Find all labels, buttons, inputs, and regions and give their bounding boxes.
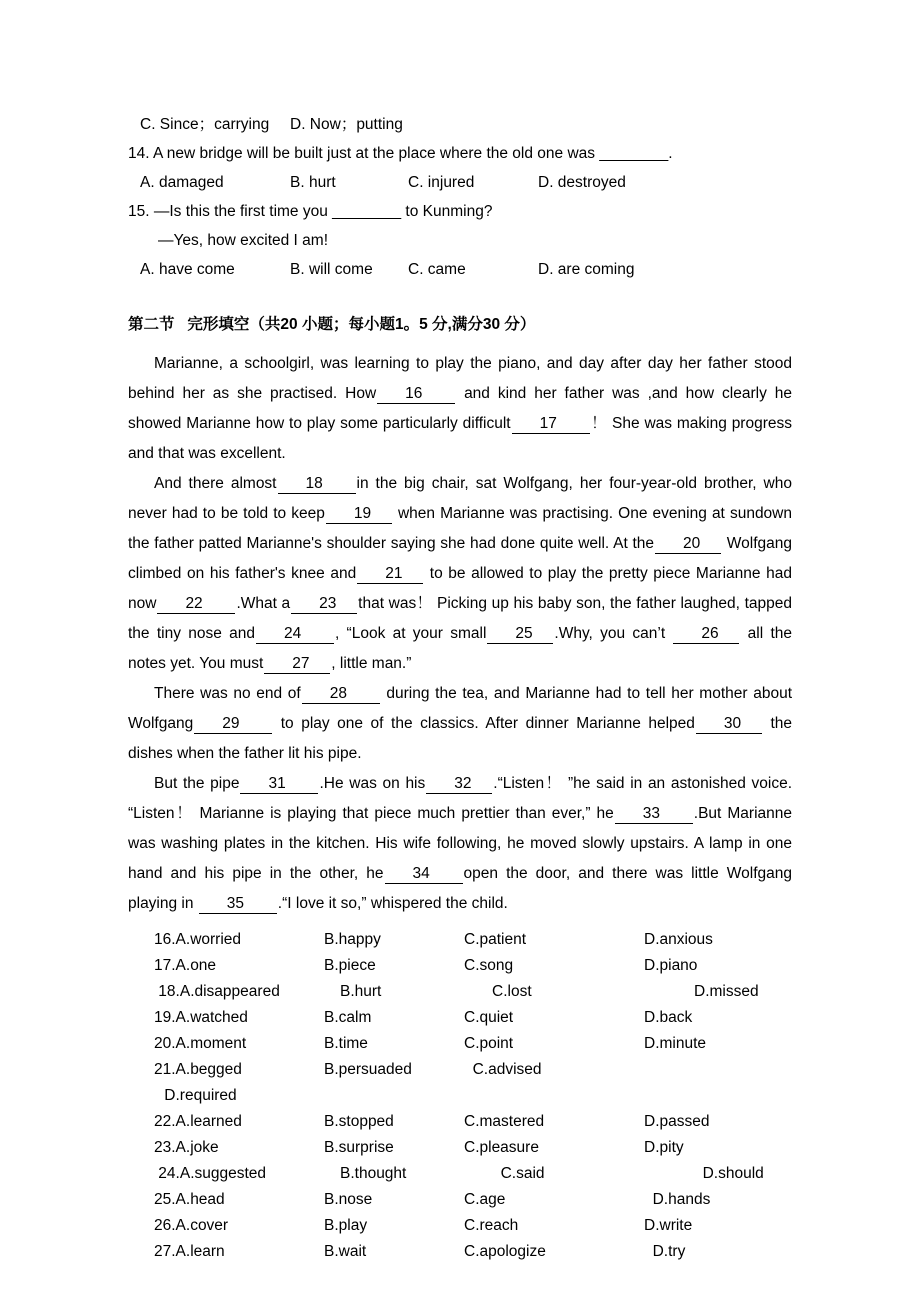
answer-option-17-d[interactable]: D.piano <box>644 957 698 974</box>
option-c[interactable]: C. injured <box>408 174 475 191</box>
option-b[interactable]: B. hurt <box>290 174 336 191</box>
answer-options-list <box>128 927 792 1265</box>
answer-option-23-b[interactable]: B.surprise <box>324 1139 394 1156</box>
cloze-blank-26[interactable]: 26 <box>673 625 739 644</box>
page-content <box>128 110 792 1265</box>
passage-text: to play one of the classics. After dinner Marianne helped <box>273 715 695 732</box>
answer-option-20-a[interactable]: 20.A.moment <box>154 1035 247 1052</box>
answer-option-24-c[interactable]: C.said <box>492 1165 545 1182</box>
option-a[interactable]: A. have come <box>140 261 235 278</box>
answer-option-21-b[interactable]: B.persuaded <box>324 1061 412 1078</box>
passage-text: But the pipe <box>154 775 240 792</box>
passage-text: .What a <box>236 595 291 612</box>
cloze-blank-21[interactable]: 21 <box>357 565 423 584</box>
answer-row-20 <box>154 1031 792 1057</box>
cloze-blank-33[interactable]: 33 <box>615 805 693 824</box>
passage-text: , little man.” <box>331 655 412 672</box>
answer-option-24-d[interactable]: D.should <box>694 1165 764 1182</box>
answer-option-22-b[interactable]: B.stopped <box>324 1113 394 1130</box>
para-3 <box>128 679 792 769</box>
answer-option-19-b[interactable]: B.calm <box>324 1009 372 1026</box>
answer-row-23 <box>154 1135 792 1161</box>
option-b[interactable]: B. will come <box>290 261 373 278</box>
answer-option-25-d[interactable]: D.hands <box>644 1191 711 1208</box>
answer-option-26-b[interactable]: B.play <box>324 1217 368 1234</box>
answer-option-27-c[interactable]: C.apologize <box>464 1243 546 1260</box>
answer-option-21-a[interactable]: 21.A.begged <box>154 1061 242 1078</box>
cloze-blank-20[interactable]: 20 <box>655 535 721 554</box>
passage-text: .“I love it so,” whispered the child. <box>277 895 508 912</box>
cloze-blank-32[interactable]: 32 <box>426 775 492 794</box>
answer-option-18-c[interactable]: C.lost <box>492 983 532 1000</box>
answer-option-23-c[interactable]: C.pleasure <box>464 1139 539 1156</box>
passage-text: in the big chair, sat Wolfgang, her four-year-old brother, who never had to be told to keep <box>128 475 792 522</box>
option-a[interactable]: C. Since；carrying <box>140 116 270 133</box>
q15-stem: 15. —Is this the first time you ________ to Kunming? <box>128 203 493 220</box>
option-a[interactable]: A. damaged <box>140 174 224 191</box>
passage-text: .He was on his <box>319 775 426 792</box>
answer-option-25-c[interactable]: C.age <box>464 1191 506 1208</box>
answer-row-25 <box>154 1187 792 1213</box>
answer-row-27 <box>154 1239 792 1265</box>
option-c[interactable]: C. came <box>408 261 466 278</box>
answer-option-18-b[interactable]: B.hurt <box>340 983 382 1000</box>
row-21-d[interactable]: D.required <box>160 1087 237 1104</box>
passage-text: Wolfgang climbed on his father's knee and <box>128 535 792 582</box>
cloze-blank-24[interactable]: 24 <box>256 625 334 644</box>
answer-row-17 <box>154 953 792 979</box>
cloze-blank-17[interactable]: 17 <box>512 415 590 434</box>
passage-text: ！ She was making progress and that was excellent. <box>128 415 792 462</box>
passage-text: during the tea, and Marianne had to tell her mother about Wolfgang <box>128 685 793 732</box>
answer-option-19-c[interactable]: C.quiet <box>464 1009 514 1026</box>
answer-row-16 <box>154 927 792 953</box>
answer-row-21 <box>154 1057 792 1083</box>
answer-option-17-b[interactable]: B.piece <box>324 957 376 974</box>
answer-option-18-d[interactable]: D.missed <box>694 983 759 1000</box>
cloze-passage <box>128 349 792 919</box>
passage-text: to be allowed to play the pretty piece Marianne had now <box>128 565 792 612</box>
answer-option-26-a[interactable]: 26.A.cover <box>154 1217 229 1234</box>
answer-option-27-a[interactable]: 27.A.learn <box>154 1243 225 1260</box>
passage-text: There was no end of <box>154 685 301 702</box>
cloze-blank-35[interactable]: 35 <box>199 895 277 914</box>
passage-text: that was！ Picking up his baby son, the father laughed, tapped the tiny nose and <box>128 595 792 642</box>
answer-option-16-c[interactable]: C.patient <box>464 931 527 948</box>
answer-row-24 <box>154 1161 792 1187</box>
multiple-choice-block <box>128 110 792 284</box>
q15-options <box>128 255 792 284</box>
answer-row-18 <box>154 979 792 1005</box>
passage-text: .Why, you can’t <box>554 625 673 642</box>
q13-options <box>128 110 792 139</box>
passage-text: .But Marianne was washing plates in the kitchen. His wife following, he moved slowly upstairs. A lamp in one hand and his pipe in the other, he <box>128 805 792 882</box>
answer-option-25-b[interactable]: B.nose <box>324 1191 373 1208</box>
option-b[interactable]: D. Now；putting <box>290 116 403 133</box>
answer-option-22-c[interactable]: C.mastered <box>464 1113 545 1130</box>
answer-option-16-b[interactable]: B.happy <box>324 931 381 948</box>
cloze-blank-27[interactable]: 27 <box>264 655 330 674</box>
cloze-blank-16[interactable]: 16 <box>377 385 455 404</box>
cloze-blank-31[interactable]: 31 <box>240 775 318 794</box>
answer-option-17-c[interactable]: C.song <box>464 957 514 974</box>
answer-option-17-a[interactable]: 17.A.one <box>154 957 217 974</box>
answer-option-21-c[interactable]: C.advised <box>464 1061 542 1078</box>
answer-option-24-b[interactable]: B.thought <box>340 1165 407 1182</box>
passage-text: when Marianne was practising. One evening at sundown the father patted Marianne's shoulder saying she had done quite well. At the <box>128 505 792 552</box>
para-2 <box>128 469 792 679</box>
cloze-blank-19[interactable]: 19 <box>326 505 392 524</box>
cloze-blank-34[interactable]: 34 <box>385 865 463 884</box>
answer-row-22 <box>154 1109 792 1135</box>
q15-reply: —Yes, how excited I am! <box>158 232 329 249</box>
cloze-blank-25[interactable]: 25 <box>487 625 553 644</box>
answer-row-26 <box>154 1213 792 1239</box>
passage-text: , “Look at your small <box>334 625 487 642</box>
answer-option-20-c[interactable]: C.point <box>464 1035 514 1052</box>
answer-option-25-a[interactable]: 25.A.head <box>154 1191 225 1208</box>
cloze-blank-22[interactable]: 22 <box>157 595 235 614</box>
passage-text: all the notes yet. You must <box>128 625 793 672</box>
passage-text: And there almost <box>154 475 277 492</box>
passage-text: open the door, and there was little Wolfgang playing in <box>128 865 792 912</box>
answer-option-27-d[interactable]: D.try <box>644 1243 686 1260</box>
passage-text: and kind her father was ,and how clearly he showed Marianne how to play some particularly difficult <box>128 385 792 432</box>
answer-option-19-d[interactable]: D.back <box>644 1009 693 1026</box>
answer-option-27-b[interactable]: B.wait <box>324 1243 367 1260</box>
cloze-blank-30[interactable]: 30 <box>696 715 762 734</box>
cloze-blank-18[interactable]: 18 <box>278 475 356 494</box>
answer-option-16-a[interactable]: 16.A.worried <box>154 931 242 948</box>
cloze-blank-28[interactable]: 28 <box>302 685 380 704</box>
answer-option-16-d[interactable]: D.anxious <box>644 931 713 948</box>
option-d[interactable]: D. destroyed <box>538 174 626 191</box>
passage-text: .“Listen！ ”he said in an astonished voice. “Listen！ Marianne is playing that piece much prettier than ever,” he <box>128 775 792 822</box>
cloze-blank-29[interactable]: 29 <box>194 715 272 734</box>
q14-stem: 14. A new bridge will be built just at the place where the old one was ________. <box>128 145 673 162</box>
answer-option-20-d[interactable]: D.minute <box>644 1035 707 1052</box>
answer-option-22-a[interactable]: 22.A.learned <box>154 1113 242 1130</box>
option-d[interactable]: D. are coming <box>538 261 635 278</box>
para-4 <box>128 769 792 919</box>
passage-text: the dishes when the father lit his pipe. <box>128 715 793 762</box>
answer-option-23-d[interactable]: D.pity <box>644 1139 684 1156</box>
answer-option-23-a[interactable]: 23.A.joke <box>154 1139 219 1156</box>
passage-text: Marianne, a schoolgirl, was learning to play the piano, and day after day her father stood behind her as she practised. How <box>128 355 792 402</box>
answer-option-26-c[interactable]: C.reach <box>464 1217 519 1234</box>
answer-option-20-b[interactable]: B.time <box>324 1035 368 1052</box>
answer-option-18-a[interactable]: 18.A.disappeared <box>154 983 280 1000</box>
answer-option-22-d[interactable]: D.passed <box>644 1113 710 1130</box>
answer-option-24-a[interactable]: 24.A.suggested <box>154 1165 267 1182</box>
cloze-blank-23[interactable]: 23 <box>291 595 357 614</box>
para-1 <box>128 349 792 469</box>
answer-row-19 <box>154 1005 792 1031</box>
section-heading: 第二节 完形填空（共20 小题；每小题1。5 分,满分30 分） <box>128 316 536 333</box>
q14-options <box>128 168 792 197</box>
answer-option-26-d[interactable]: D.write <box>644 1217 693 1234</box>
answer-option-19-a[interactable]: 19.A.watched <box>154 1009 248 1026</box>
